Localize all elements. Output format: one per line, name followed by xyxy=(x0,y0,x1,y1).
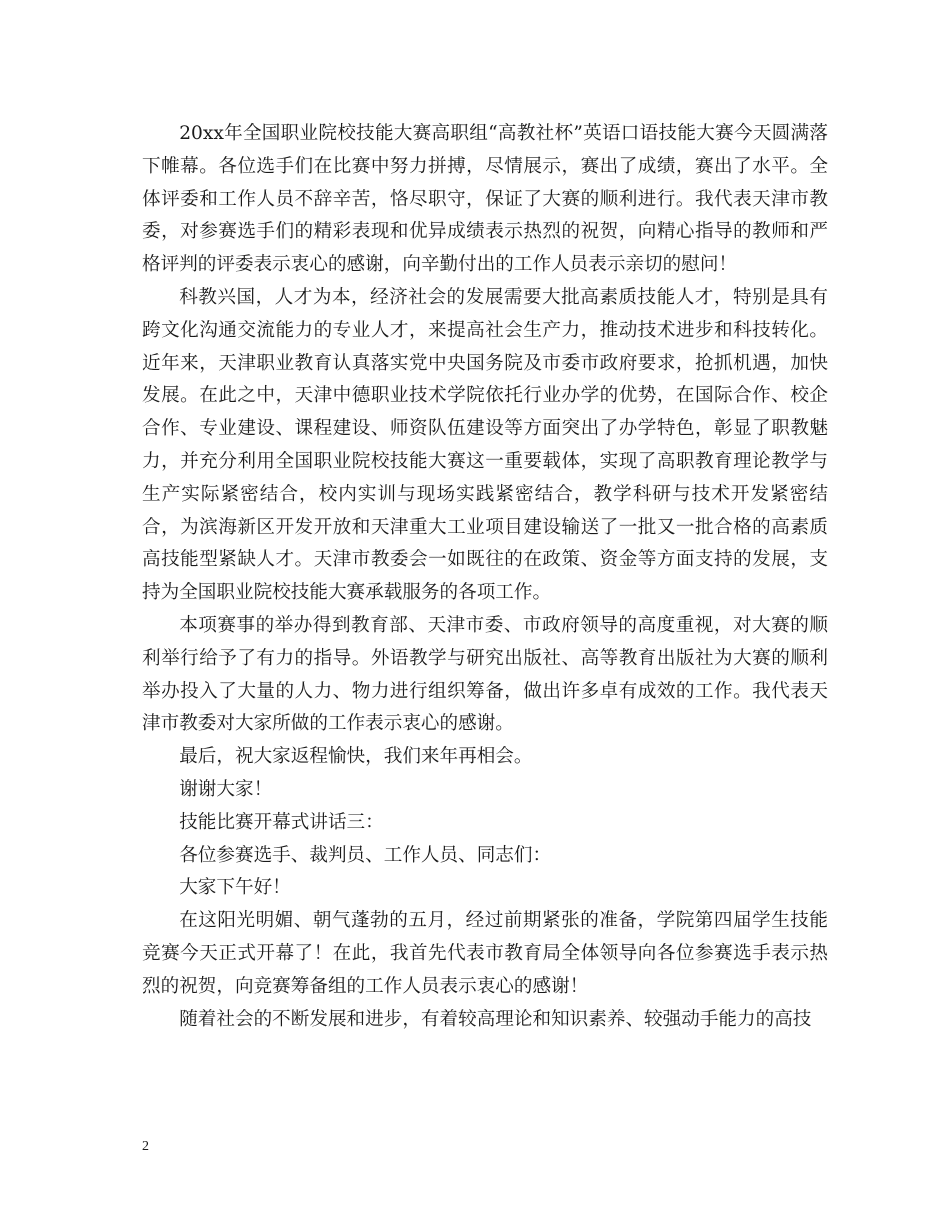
document-body xyxy=(142,118,828,1036)
paragraph-closing-remarks: 20xx年全国职业院校技能大赛高职组“高教社杯”英语口语技能大赛今天圆满落下帷幕。各位选手们在比赛中努力拼搏，尽情展示，赛出了成绩，赛出了水平。全体评委和工作人员不辞辛苦，恪尽职守，保证了大赛的顺利进行。我代表天津市教委，对参赛选手们的精彩表现和优异成绩表示热烈的祝贺，向精心指导的教师和严格评判的评委表示衷心的感谢，向辛勤付出的工作人员表示亲切的慰问！ xyxy=(142,123,828,276)
paragraph-salutation: 各位参赛选手、裁判员、工作人员、同志们： xyxy=(179,844,552,866)
paragraph-thanks: 谢谢大家！ xyxy=(179,778,273,800)
paragraph-greeting: 大家下午好！ xyxy=(179,877,291,899)
paragraph-acknowledgements: 本项赛事的举办得到教育部、天津市委、市政府领导的高度重视，对大赛的顺利举行给予了有力的指导。外语教学与研究出版社、高等教育出版社为大赛的顺利举办投入了大量的人力、物力进行组织筹备，做出许多卓有成效的工作。我代表天津市教委对大家所做的工作表示衷心的感谢。 xyxy=(142,614,828,735)
paragraph-farewell: 最后，祝大家返程愉快，我们来年再相会。 xyxy=(179,746,533,768)
paragraph-opening: 在这阳光明媚、朝气蓬勃的五月，经过前期紧张的准备，学院第四届学生技能竞赛今天正式开幕了！在此，我首先代表市教育局全体领导向各位参赛选手表示热烈的祝贺，向竞赛筹备组的工作人员表示衷心的感谢！ xyxy=(142,910,828,997)
paragraph-development: 随着社会的不断发展和进步，有着较高理论和知识素养、较强动手能力的高技 xyxy=(179,1008,812,1030)
paragraph-talent-development: 科教兴国，人才为本，经济社会的发展需要大批高素质技能人才，特别是具有跨文化沟通交流能力的专业人才，来提高社会生产力，推动技术进步和科技转化。近年来，天津职业教育认真落实党中央国务院及市委市政府要求，抢抓机遇，加快发展。在此之中，天津中德职业技术学院依托行业办学的优势，在国际合作、校企合作、专业建设、课程建设、师资队伍建设等方面突出了办学特色，彰显了职教魅力，并充分利用全国职业院校技能大赛这一重要载体，实现了高职教育理论教学与生产实际紧密结合，校内实训与现场实践紧密结合，教学科研与技术开发紧密结合，为滨海新区开发开放和天津重大工业项目建设输送了一批又一批合格的高素质高技能型紧缺人才。天津市教委会一如既往的在政策、资金等方面支持的发展，支持为全国职业院校技能大赛承载服务的各项工作。 xyxy=(142,286,828,604)
page-number: 2 xyxy=(142,1139,149,1154)
section-heading-speech-three: 技能比赛开幕式讲话三： xyxy=(179,811,384,833)
